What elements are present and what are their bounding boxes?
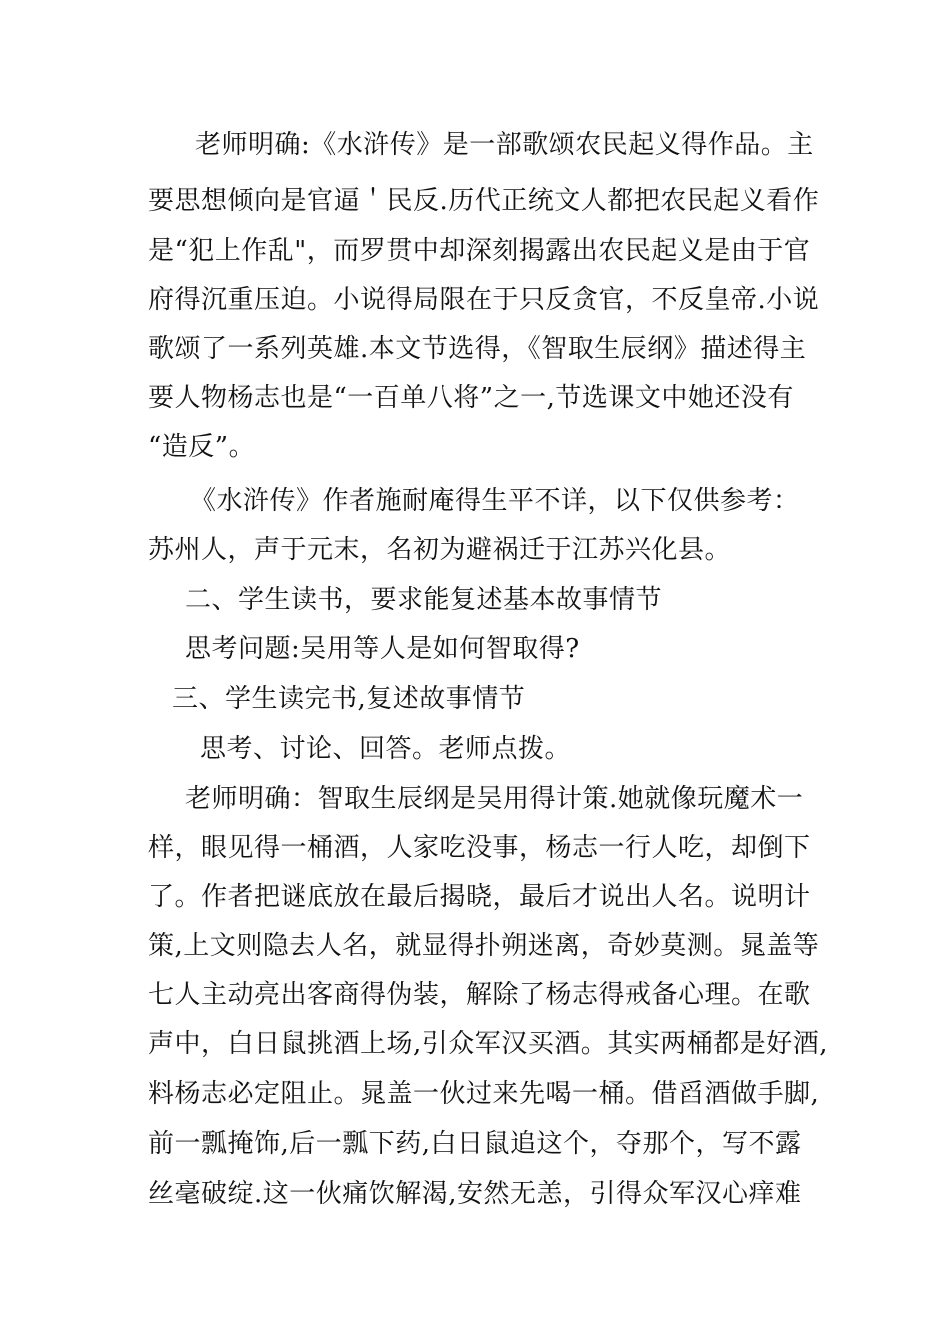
paragraph-line: 丝毫破绽.这一伙痛饮解渴,安然无恙，引得众军汉心痒难 <box>148 1179 802 1209</box>
paragraph-line: 老师明确：智取生辰纲是吴用得计策.她就像玩魔术一 <box>185 784 804 814</box>
paragraph-line: “造反”。 <box>148 432 256 462</box>
paragraph-line: 要思想倾向是官逼＇民反.历代正统文人都把农民起义看作 <box>148 186 820 216</box>
paragraph-line: 思考、讨论、回答。老师点拨。 <box>200 734 572 764</box>
paragraph-line: 声中，白日鼠挑酒上场,引众军汉买酒。其实两桶都是好酒, <box>148 1029 829 1059</box>
paragraph-line: 策,上文则隐去人名，就显得扑朔迷离，奇妙莫测。晁盖等 <box>148 931 820 961</box>
paragraph-line: 料杨志必定阻止。晁盖一伙过来先喝一桶。借舀酒做手脚, <box>148 1079 820 1109</box>
paragraph-line: 歌颂了一系列英雄.本文节选得，《智取生辰纲》描述得主 <box>148 334 807 364</box>
paragraph-line: 七人主动亮出客商得伪装，解除了杨志得戒备心理。在歌 <box>148 980 811 1010</box>
paragraph-line: 府得沉重压迫。小说得局限在于只反贪官，不反皇帝.小说 <box>148 285 820 315</box>
paragraph-line: 老师明确:《水浒传》是一部歌颂农民起义得作品。主 <box>195 130 814 160</box>
paragraph-line: 要人物杨志也是“一百单八将”之一,节选课文中她还没有 <box>148 383 794 413</box>
paragraph-line: 前一瓢掩饰,后一瓢下药,白日鼠追这个，夺那个，写不露 <box>148 1129 802 1159</box>
paragraph-line: 是“犯上作乱"，而罗贯中却深刻揭露出农民起义是由于官 <box>148 236 811 266</box>
paragraph-line: 了。作者把谜底放在最后揭晓，最后才说出人名。说明计 <box>148 882 811 912</box>
section-heading: 三、学生读完书,复述故事情节 <box>172 684 526 714</box>
paragraph-line: 思考问题:吴用等人是如何智取得? <box>185 634 580 664</box>
paragraph-line: 苏州人，声于元末，名初为避祸迁于江苏兴化县。 <box>148 535 732 565</box>
paragraph-line: 样，眼见得一桶酒，人家吃没事，杨志一行人吃，却倒下 <box>148 833 811 863</box>
section-heading: 二、学生读书，要求能复述基本故事情节 <box>185 585 663 615</box>
paragraph-line: 《水浒传》作者施耐庵得生平不详，以下仅供参考： <box>190 486 800 516</box>
